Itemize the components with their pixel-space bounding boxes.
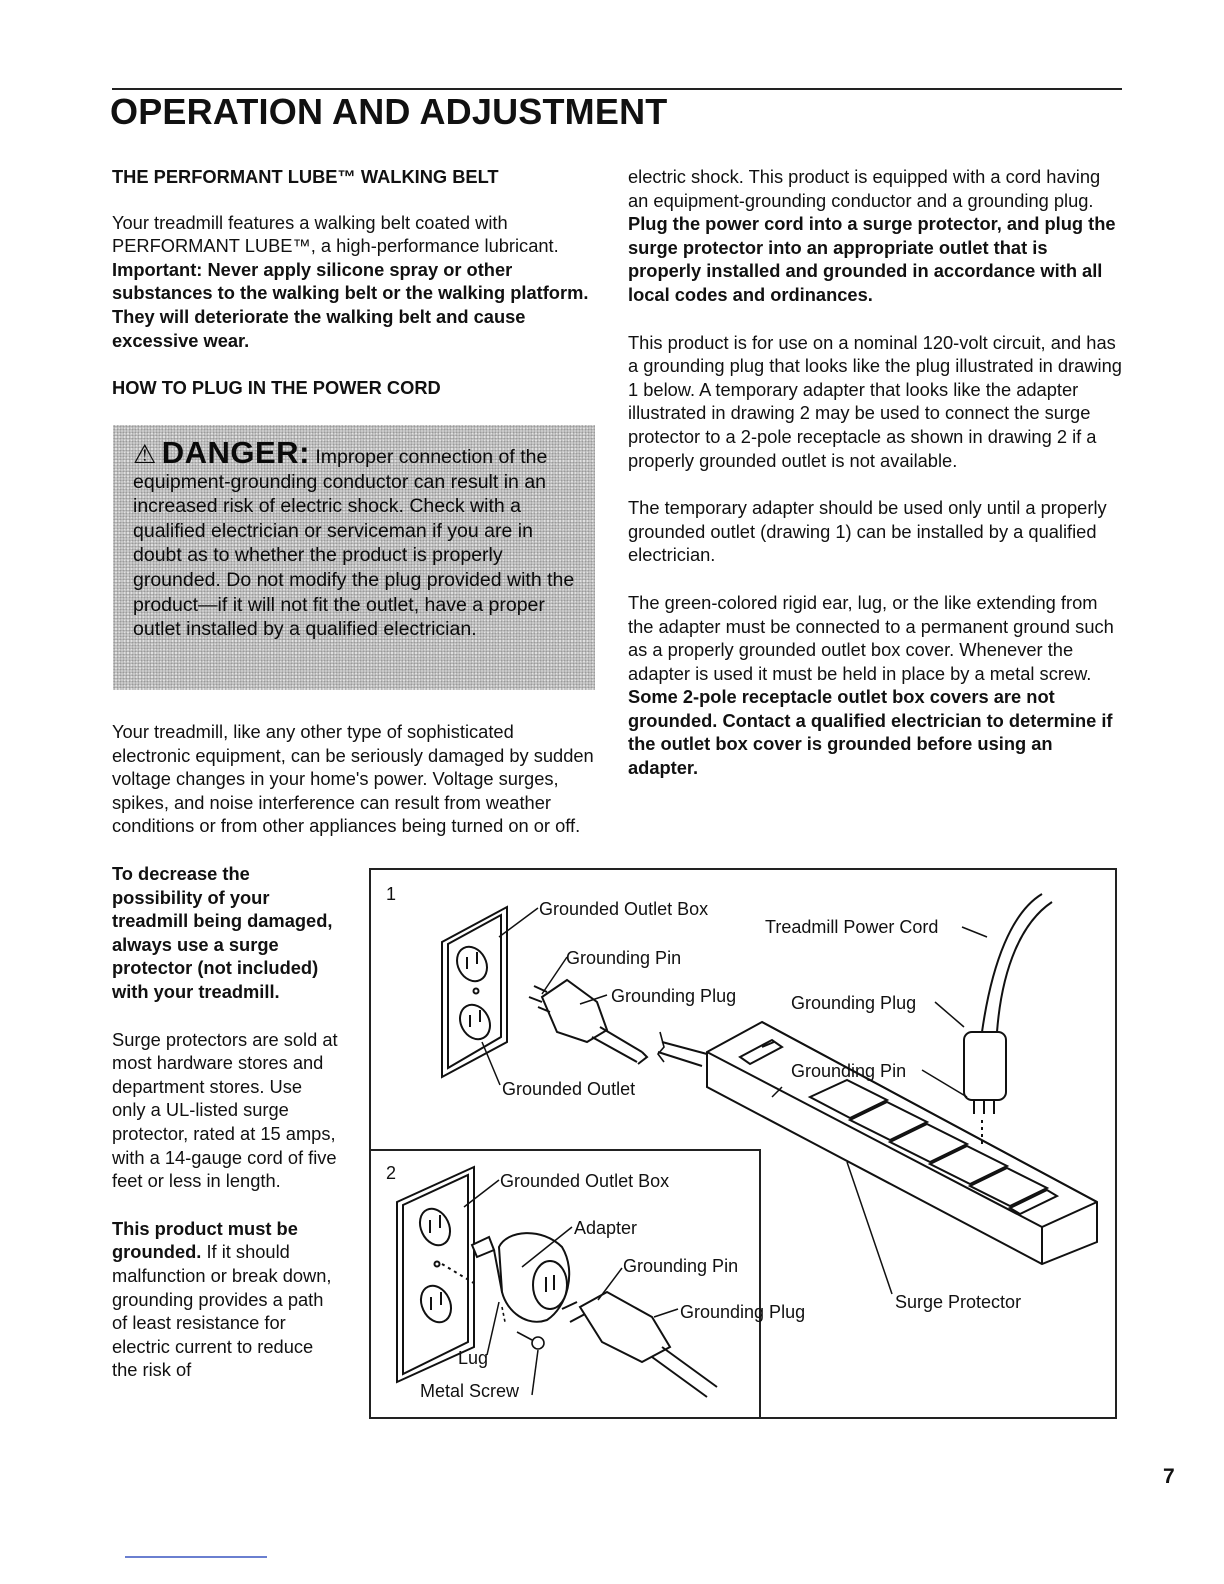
right-p1-bold: Plug the power cord into a surge protector, and plug the surge protector into an appropriate outlet that is properly installed and grounded in accordance with all local codes and ordinances. <box>628 213 1116 305</box>
danger-message <box>133 435 578 642</box>
belt-paragraph-text: Your treadmill features a walking belt coated with PERFORMANT LUBE™, a high-performance lubricant. <box>112 211 559 257</box>
header-rule <box>112 88 1122 90</box>
heading-power-cord: HOW TO PLUG IN THE POWER CORD <box>112 377 441 399</box>
surge-damage-paragraph: Your treadmill, like any other type of sophisticated electronic equipment, can be seriously damaged by sudden voltage changes in your home's power. Voltage surges, spikes, and noise interference can result from weather conditions or from other appliances being turned on or off. <box>112 721 594 837</box>
surge-protector-strip <box>707 1022 1097 1264</box>
figure-drawing <box>371 870 1115 1417</box>
right-paragraph-1 <box>628 165 1124 307</box>
surge-protector-bold: To decrease the possibility of your treadmill being damaged, always use a surge protector (not included) with your treadmill. <box>112 863 333 1002</box>
belt-paragraph <box>112 211 602 353</box>
right-p1-text: electric shock. This product is equipped with a cord having an equipment-grounding conductor and a grounding plug. <box>628 166 1101 211</box>
right-paragraph-4 <box>628 591 1124 780</box>
label-grounded-outlet: Grounded Outlet <box>502 1079 636 1099</box>
grounding-bold: This product must be grounded. <box>112 1217 298 1263</box>
left-column-top <box>112 165 602 400</box>
danger-body: Improper connection of the equipment-grounding conductor can result in an increased risk of electric shock. Check with a qualified electrician or serviceman if you are in doubt as to whether the product is properly grounded. Do not modify the plug provided with the product—if it will not fit the outlet, have a proper outlet installed by a qualified electrician. <box>133 446 575 641</box>
leader-lines-2 <box>464 1180 678 1395</box>
label-treadmill-power-cord: Treadmill Power Cord <box>765 917 939 937</box>
surge-damage-paragraph-block <box>112 720 594 838</box>
label-adapter: Adapter <box>574 1218 638 1238</box>
right-paragraph-2: This product is for use on a nominal 120-volt circuit, and has a grounding plug that looks like the plug illustrated in drawing 1 below. A temporary adapter that looks like the adapter illustrated in drawing 2 may be used to connect the surge protector to a 2-pole receptacle as shown in drawing 2 if a properly grounded outlet is not available. <box>628 331 1122 471</box>
label-grounded-outlet-box-1: Grounded Outlet Box <box>539 899 709 919</box>
left-narrow-column <box>112 862 338 1382</box>
surge-protector-paragraph: Surge protectors are sold at most hardware stores and department stores. Use only a UL-listed surge protector, rated at 15 amps, with a 14-gauge cord of five feet or less in length. <box>112 1028 338 1192</box>
label-grounding-pin-1: Grounding Pin <box>566 948 682 968</box>
warning-triangle-icon: ⚠ <box>133 439 157 469</box>
right-column <box>628 165 1124 780</box>
label-lug: Lug <box>458 1348 489 1368</box>
cord-to-surge <box>658 1042 707 1066</box>
danger-warning-box <box>113 425 595 690</box>
right-p4-bold: Some 2-pole receptacle outlet box covers are not grounded. Contact a qualified electrician to determine if the outlet box cover is grounded before using an adapter. <box>628 686 1113 779</box>
footer-line <box>125 1556 267 1558</box>
drawing-2-number: 2 <box>386 1163 397 1183</box>
label-surge-grounding-pin: Grounding Pin <box>791 1061 907 1081</box>
surge-protector-advice <box>112 862 338 1004</box>
drawing-1-number: 1 <box>386 884 397 904</box>
adapter-2 <box>472 1233 569 1322</box>
page-number: 7 <box>1163 1465 1175 1488</box>
label-metal-screw: Metal Screw <box>420 1381 520 1401</box>
label-surge-protector: Surge Protector <box>895 1292 1022 1312</box>
page-title: OPERATION AND ADJUSTMENT <box>110 91 668 132</box>
label-grounded-outlet-box-2: Grounded Outlet Box <box>500 1171 670 1191</box>
belt-important-note: Important: Never apply silicone spray or other substances to the walking belt or the walking platform. They will deteriorate the walking belt and cause excessive wear. <box>112 258 589 351</box>
label-surge-grounding-plug: Grounding Plug <box>791 993 917 1013</box>
danger-label: DANGER: <box>161 435 310 470</box>
right-paragraph-3: The temporary adapter should be used only until a properly grounded outlet (drawing 1) can be installed by a qualified electrician. <box>628 497 1107 566</box>
label-grounding-plug-2: Grounding Plug <box>680 1302 806 1322</box>
heading-walking-belt: THE PERFORMANT LUBE™ WALKING BELT <box>112 166 499 187</box>
label-grounding-pin-2: Grounding Pin <box>623 1256 739 1276</box>
figure-box <box>369 868 1117 1419</box>
wall-outlet-1 <box>442 907 507 1077</box>
grounding-paragraph <box>112 1217 338 1382</box>
grounding-text: If it should malfunction or break down, grounding provides a path of least resistance for electric current to reduce the risk of <box>112 1241 332 1381</box>
right-p4-text: The green-colored rigid ear, lug, or the like extending from the adapter must be connected to a permanent ground such as a properly grounded outlet box cover. Whenever the adapter is used it must be held in place by a metal screw. <box>628 591 1114 684</box>
treadmill-cord-plug <box>964 894 1052 1147</box>
label-grounding-plug-1: Grounding Plug <box>611 986 737 1006</box>
